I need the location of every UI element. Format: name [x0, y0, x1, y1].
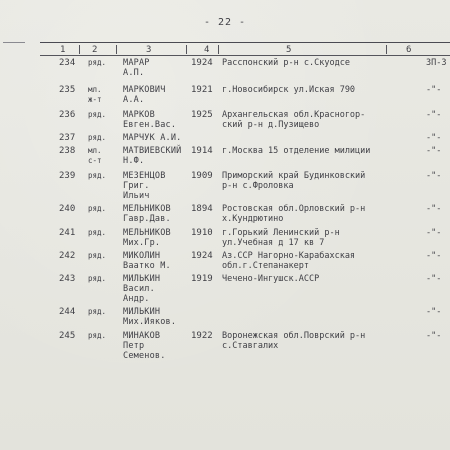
birth-year-cell: 1909: [191, 171, 213, 181]
address-cell: Расспонский р-н с.Скуодсе: [222, 58, 350, 68]
birth-year-cell: 1924: [191, 251, 213, 261]
rank-cell: мл. ж-т: [88, 85, 102, 104]
address-cell: г.Новосибирск ул.Иская 790: [222, 85, 356, 95]
rank-cell: ряд.: [88, 58, 107, 67]
record-number: 239: [59, 171, 76, 181]
address-cell: Ростовская обл.Орловский р-н х.Кундрютино: [222, 204, 366, 224]
name-cell: МЕЗЕНЦОВ Григ. Ильич: [123, 171, 166, 201]
record-number: 235: [59, 85, 76, 95]
rank-cell: ряд.: [88, 110, 107, 119]
address-cell: г.Горький Ленинский р-н ул.Учебная д 17 кв 7: [222, 228, 340, 248]
birth-year-cell: 1919: [191, 274, 213, 284]
name-cell: МАРКОВ Евген.Вас.: [123, 110, 177, 130]
address-cell: Чечено-Ингушск.АССР: [222, 274, 320, 284]
rank-cell: ряд.: [88, 171, 107, 180]
note-cell: -"-: [426, 146, 442, 156]
left-rule-fragment: [3, 42, 25, 43]
note-cell: -"-: [426, 110, 442, 120]
record-number: 244: [59, 307, 76, 317]
birth-year-cell: 1924: [191, 58, 213, 68]
address-cell: Аз.ССР Нагорно-Карабахская обл.г.Степанакерт: [222, 251, 356, 271]
column-number-5: 5: [286, 45, 292, 55]
rank-cell: ряд.: [88, 331, 107, 340]
note-cell: -"-: [426, 204, 442, 214]
address-cell: Воронежская обл.Поврский р-н с.Ставгалих: [222, 331, 366, 351]
note-cell: -"-: [426, 85, 442, 95]
birth-year-cell: 1914: [191, 146, 213, 156]
records-table: [0, 58, 450, 450]
birth-year-cell: 1922: [191, 331, 213, 341]
note-cell: -"-: [426, 251, 442, 261]
note-cell: -"-: [426, 171, 442, 181]
column-number-1: 1: [60, 45, 66, 55]
record-number: 240: [59, 204, 76, 214]
note-cell: -"-: [426, 331, 442, 341]
column-divider: [218, 45, 219, 54]
birth-year-cell: 1894: [191, 204, 213, 214]
name-cell: МАРКОВИЧ А.А.: [123, 85, 166, 105]
rank-cell: ряд.: [88, 274, 107, 283]
record-number: 236: [59, 110, 76, 120]
record-number: 243: [59, 274, 76, 284]
record-number: 242: [59, 251, 76, 261]
address-cell: Приморский край Будинковский р-н с.Фроловка: [222, 171, 366, 191]
page-number: - 22 -: [203, 17, 247, 28]
column-divider: [186, 45, 187, 54]
rank-cell: ряд.: [88, 228, 107, 237]
record-number: 245: [59, 331, 76, 341]
column-divider: [116, 45, 117, 54]
rank-cell: ряд.: [88, 204, 107, 213]
note-cell: ЗП-3: [426, 58, 447, 68]
record-number: 238: [59, 146, 76, 156]
column-number-2: 2: [92, 45, 98, 55]
note-cell: -"-: [426, 274, 442, 284]
note-cell: -"-: [426, 307, 442, 317]
table-top-rule: [40, 42, 450, 43]
name-cell: МИНАКОВ Петр Семенов.: [123, 331, 166, 361]
column-divider: [79, 45, 80, 54]
name-cell: МЕЛЬНИКОВ Мих.Гр.: [123, 228, 171, 248]
name-cell: МИЛЬКИН Васил. Андр.: [123, 274, 161, 304]
birth-year-cell: 1921: [191, 85, 213, 95]
record-number: 234: [59, 58, 76, 68]
rank-cell: ряд.: [88, 307, 107, 316]
column-number-3: 3: [146, 45, 152, 55]
note-cell: -"-: [426, 228, 442, 238]
column-number-6: 6: [406, 45, 412, 55]
column-divider: [386, 45, 387, 54]
name-cell: МАРАР А.П.: [123, 58, 150, 78]
name-cell: МАРЧУК А.И.: [123, 133, 182, 143]
rank-cell: ряд.: [88, 133, 107, 142]
name-cell: МИКОЛИН Ваатко М.: [123, 251, 171, 271]
address-cell: г.Москва 15 отделение милиции: [222, 146, 371, 156]
record-number: 237: [59, 133, 76, 143]
header-bottom-rule: [40, 55, 450, 56]
rank-cell: ряд.: [88, 251, 107, 260]
rank-cell: мл. с-т: [88, 146, 102, 165]
birth-year-cell: 1925: [191, 110, 213, 120]
record-number: 241: [59, 228, 76, 238]
note-cell: -"-: [426, 133, 442, 143]
name-cell: МЕЛЬНИКОВ Гавр.Дав.: [123, 204, 171, 224]
name-cell: МАТВИЕВСКИЙ Н.Ф.: [123, 146, 182, 166]
column-number-4: 4: [204, 45, 210, 55]
address-cell: Архангельская обл.Красногор- ский р-н д.Пузищево: [222, 110, 366, 130]
birth-year-cell: 1910: [191, 228, 213, 238]
name-cell: МИЛЬКИН Мих.Ияков.: [123, 307, 177, 327]
